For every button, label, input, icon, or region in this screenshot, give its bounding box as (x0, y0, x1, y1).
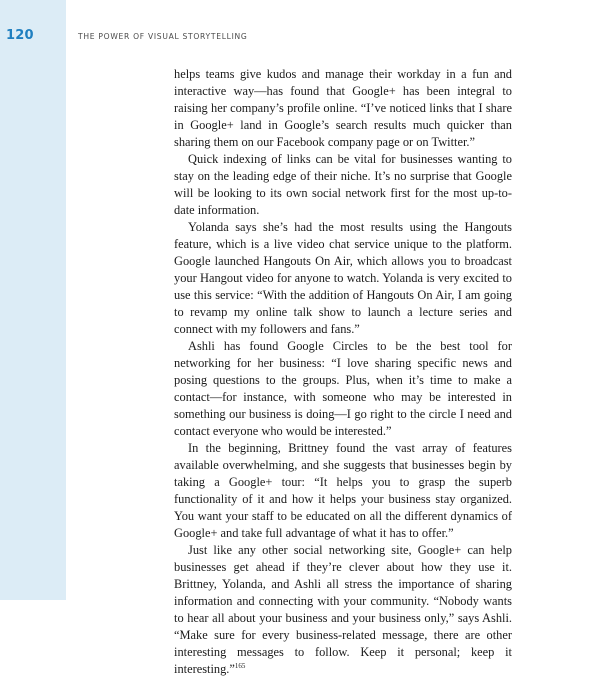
page-number: 120 (6, 28, 34, 43)
paragraph-5: In the beginning, Brittney found the vast array of features available overwhelming, and she suggests that businesses begin by taking a Google+ tour: “It helps you to grasp the superb functionality of it and how it helps your business stay organized. You want your staff to be educated on all the different dynamics of Google+ and take full advantage of what it has to offer.” (174, 441, 512, 540)
paragraph-1: helps teams give kudos and manage their workday in a fun and interactive way—has found that Google+ has been integral to raising her company’s profile online. “I’ve noticed links that I share in Google+ land in Google’s search results much quicker than sharing them on our Facebook company page or on Twitter.” (174, 67, 512, 149)
footnote-reference: 165 (234, 661, 246, 670)
paragraph-3: Yolanda says she’s had the most results using the Hangouts feature, which is a live video chat service unique to the platform. Google launched Hangouts On Air, which allows you to broadcast your Hangout video for anyone to watch. Yolanda is very excited to use this service: “With the addition of Hangouts On Air, I am going to revamp my online talk show to launch a lecture series and connect with my followers and fans.” (174, 220, 512, 336)
running-head: THE POWER OF VISUAL STORYTELLING (78, 32, 248, 41)
page-margin-bar (0, 0, 66, 600)
body-text (174, 66, 512, 678)
paragraph-6-text: Just like any other social networking site, Google+ can help businesses get ahead if they’re clever about how they use it. Brittney, Yolanda, and Ashli all stress the importance of sharing information and connecting with your community. “Nobody wants to hear all about your business and your business only,” says Ashli. “Make sure for every business-related message, there are other interesting messages to follow. Keep it personal; keep it interesting.” (174, 543, 512, 676)
paragraph-6 (174, 542, 512, 678)
paragraph-2: Quick indexing of links can be vital for businesses wanting to stay on the leading edge of their niche. It’s no surprise that Google will be looking to its own social network first for the most up-to-date information. (174, 152, 512, 217)
paragraph-4: Ashli has found Google Circles to be the best tool for networking for her business: “I love sharing specific news and posing questions to the groups. Plus, when it’s time to make a contact—for instance, with someone who may be interested in something our business is doing—I go right to the circle I need and contact everyone who would be interested.” (174, 339, 512, 438)
